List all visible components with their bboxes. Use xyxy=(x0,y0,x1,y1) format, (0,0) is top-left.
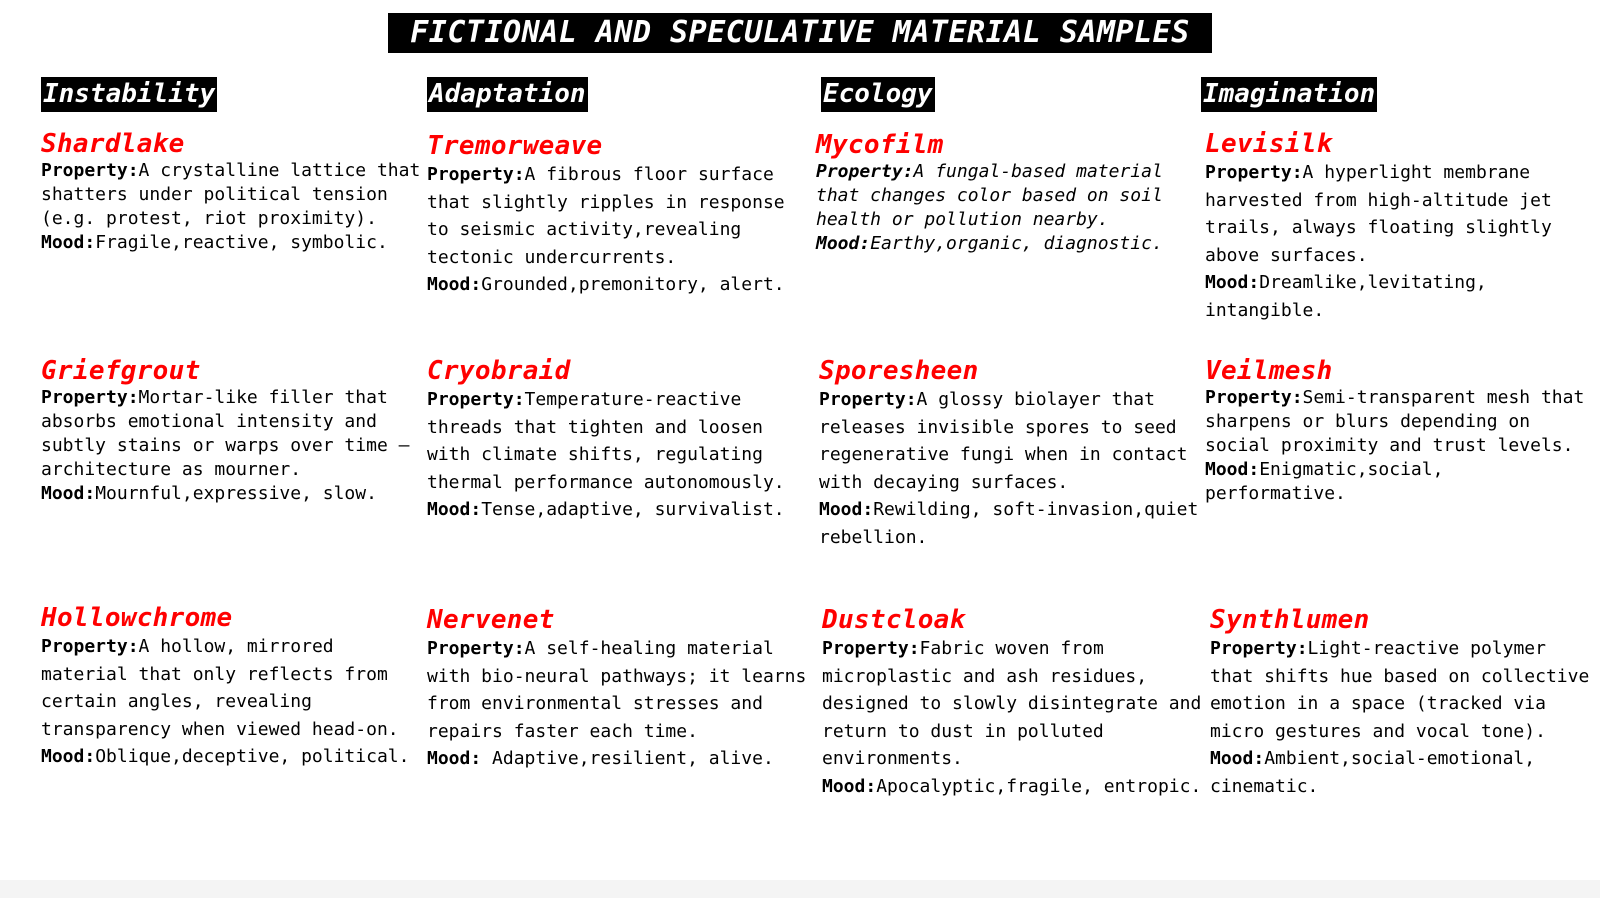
material-description xyxy=(41,159,421,255)
material-name: Synthlumen xyxy=(1210,605,1370,635)
material-card-synthlumen xyxy=(1210,605,1595,800)
mood-text: Earthy,organic, diagnostic. xyxy=(870,233,1163,254)
mood-text: Oblique,deceptive, political. xyxy=(95,746,410,767)
property-label: Property: xyxy=(427,164,525,185)
material-card-nervenet xyxy=(427,605,807,773)
material-card-veilmesh xyxy=(1205,356,1585,506)
mood-label: Mood: xyxy=(41,746,96,767)
property-label: Property: xyxy=(1205,162,1303,183)
material-card-shardlake xyxy=(41,129,421,255)
mood-label: Mood: xyxy=(41,232,96,253)
property-label: Property: xyxy=(427,389,525,410)
page-title: FICTIONAL AND SPECULATIVE MATERIAL SAMPLES xyxy=(388,13,1212,53)
mood-label: Mood: xyxy=(427,748,482,769)
mood-label: Mood: xyxy=(1205,459,1260,480)
material-name: Levisilk xyxy=(1205,129,1333,159)
property-label: Property: xyxy=(41,387,139,408)
property-label: Property: xyxy=(1205,387,1303,408)
material-name: Hollowchrome xyxy=(41,603,233,633)
material-description xyxy=(819,386,1199,551)
property-text: A fibrous floor surface that slightly ripples in response to seismic activity,revealing tectonic undercurrents. xyxy=(427,164,785,268)
material-description xyxy=(427,386,807,524)
material-name: Shardlake xyxy=(41,129,185,159)
property-text: A self-healing material with bio-neural pathways; it learns from environmental stresses and repairs faster each time. xyxy=(427,638,807,742)
mood-label: Mood: xyxy=(1210,748,1265,769)
material-description xyxy=(1205,386,1585,506)
mood-label: Mood: xyxy=(822,775,877,797)
property-text: Fabric woven from microplastic and ash residues, designed to slowly disintegrate and return to dust in polluted environments. xyxy=(822,638,1202,769)
property-label: Property: xyxy=(822,638,920,659)
property-text: Semi-transparent mesh that sharpens or blurs depending on social proximity and trust levels. xyxy=(1205,387,1585,456)
property-label: Property: xyxy=(427,638,525,659)
property-label: Property: xyxy=(819,389,917,410)
column-header-imagination: Imagination xyxy=(1201,77,1377,112)
mood-label: Mood: xyxy=(427,274,482,295)
mood-text: Ambient,social-emotional, cinematic. xyxy=(1210,748,1536,797)
material-card-dustcloak xyxy=(822,605,1202,800)
material-card-cryobraid xyxy=(427,356,807,524)
material-card-hollowchrome xyxy=(41,603,421,771)
mood-text: Dreamlike,levitating, intangible. xyxy=(1205,272,1487,321)
property-label: Property: xyxy=(41,636,139,657)
material-description xyxy=(822,635,1202,800)
bottom-bar xyxy=(0,880,1600,898)
mood-text: Grounded,premonitory, alert. xyxy=(481,274,785,295)
material-name: Mycofilm xyxy=(816,130,944,160)
material-name: Griefgrout xyxy=(41,356,201,386)
property-text: A hyperlight membrane harvested from high-altitude jet trails, always floating slightly above surfaces. xyxy=(1205,162,1552,266)
mood-label: Mood: xyxy=(427,499,482,520)
material-description xyxy=(427,635,807,773)
material-name: Dustcloak xyxy=(822,605,966,635)
property-label: Property: xyxy=(816,161,914,182)
material-card-griefgrout xyxy=(41,356,421,506)
material-description xyxy=(1205,159,1585,324)
material-card-tremorweave xyxy=(427,131,807,299)
property-text: Mortar-like filler that absorbs emotional intensity and subtly stains or warps over time — architecture as mourner. xyxy=(41,387,410,480)
mood-label: Mood: xyxy=(41,483,96,504)
material-name: Veilmesh xyxy=(1205,356,1333,386)
mood-label: Mood: xyxy=(816,233,871,254)
mood-label: Mood: xyxy=(819,499,874,520)
column-header-adaptation: Adaptation xyxy=(427,77,588,112)
material-name: Tremorweave xyxy=(427,131,603,161)
column-header-instability: Instability xyxy=(41,77,217,112)
material-description xyxy=(41,386,421,506)
property-text: A glossy biolayer that releases invisible spores to seed regenerative fungi when in contact with decaying surfaces. xyxy=(819,389,1188,493)
material-description xyxy=(41,633,421,771)
material-description xyxy=(1210,635,1595,800)
property-text: A hollow, mirrored material that only reflects from certain angles, revealing transparency when viewed head-on. xyxy=(41,636,399,740)
property-text: Temperature-reactive threads that tighten and loosen with climate shifts, regulating thermal performance autonomously. xyxy=(427,389,785,493)
property-text: A crystalline lattice that shatters under political tension (e.g. protest, riot proximity). xyxy=(41,160,421,229)
mood-text: Rewilding, soft-invasion,quiet rebellion. xyxy=(819,499,1199,548)
mood-text: Enigmatic,social, performative. xyxy=(1205,459,1444,504)
material-description xyxy=(427,161,807,299)
material-description xyxy=(816,160,1196,256)
column-header-ecology: Ecology xyxy=(821,77,935,112)
mood-text: Adaptive,resilient, alive. xyxy=(481,748,774,769)
mood-label: Mood: xyxy=(1205,272,1260,293)
mood-text: Tense,adaptive, survivalist. xyxy=(481,499,785,520)
material-card-mycofilm xyxy=(816,130,1196,256)
property-text: Light-reactive polymer that shifts hue based on collective emotion in a space (tracked via micro gestures and vocal tone). xyxy=(1210,638,1590,742)
mood-text: Mournful,expressive, slow. xyxy=(95,483,377,504)
material-card-levisilk xyxy=(1205,129,1585,324)
mood-text: Fragile,reactive, symbolic. xyxy=(95,232,388,253)
material-name: Cryobraid xyxy=(427,356,571,386)
material-name: Nervenet xyxy=(427,605,555,635)
property-label: Property: xyxy=(41,160,139,181)
mood-text: Apocalyptic,fragile, entropic. xyxy=(876,775,1202,797)
property-text: A fungal-based material that changes color based on soil health or pollution nearby. xyxy=(816,161,1163,230)
material-name: Sporesheen xyxy=(819,356,979,386)
material-card-sporesheen xyxy=(819,356,1199,551)
property-label: Property: xyxy=(1210,638,1308,659)
